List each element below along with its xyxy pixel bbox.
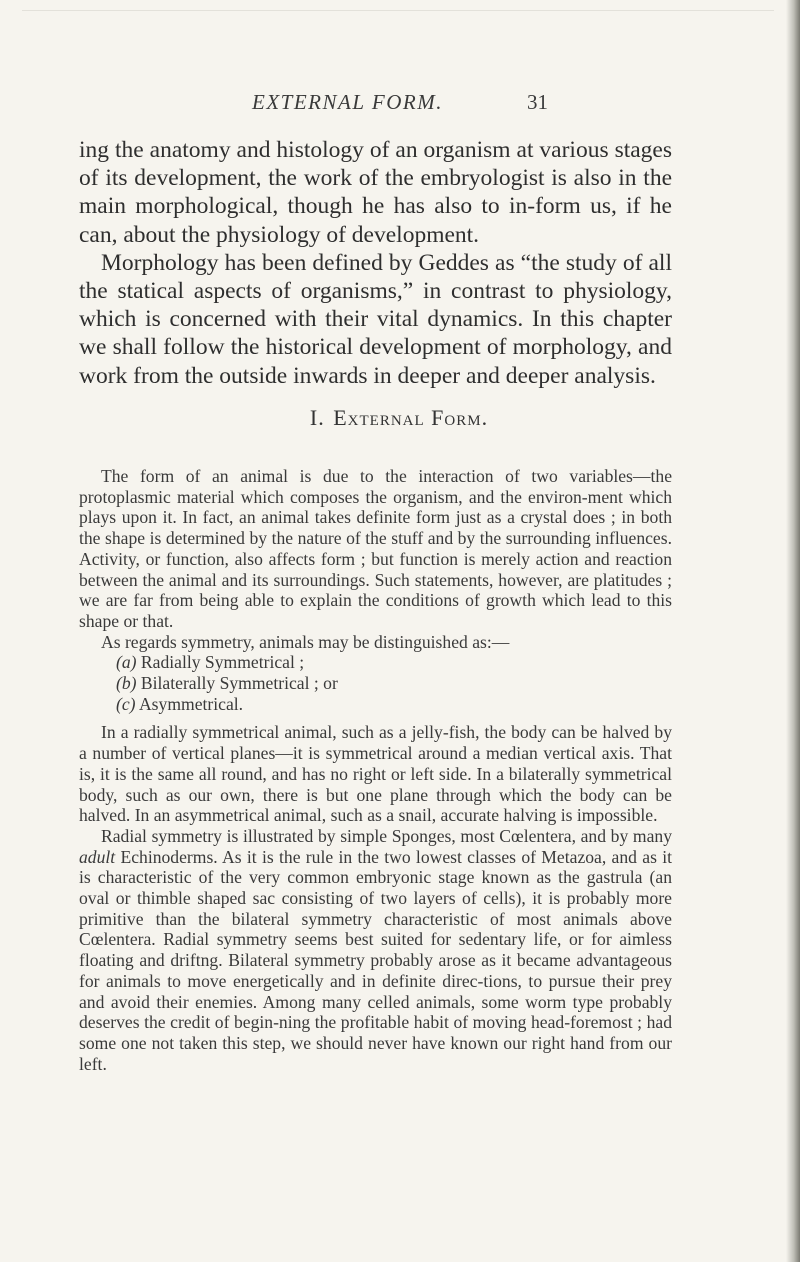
binding-shadow xyxy=(786,0,800,1262)
list-text: Radially Symmetrical ; xyxy=(140,652,305,673)
body-paragraph: As regards symmetry, animals may be distinguished as:— xyxy=(101,631,510,652)
section-number: I. xyxy=(309,405,325,430)
list-item xyxy=(79,694,672,715)
list-marker: (c) xyxy=(116,693,136,714)
list-item xyxy=(79,652,672,673)
paragraph-text: Radial symmetry is illustrated by simple Sponges, most Cœlentera, and by many xyxy=(101,825,672,846)
running-title: EXTERNAL FORM. xyxy=(252,90,443,114)
list-text: Asymmetrical. xyxy=(138,693,244,714)
page-number: 31 xyxy=(527,90,548,114)
body-paragraph: In a radially symmetrical animal, such as a jelly-fish, the body can be halved by a number of vertical planes—it is symmetrical around a median vertical axis. That is, it is the same all round, and has no right or left side. In a bilaterally symmetrical body, such as our own, there is but one plane through which the body can be halved. In an asymmetrical animal, such as a snail, accurate halving is impossible. xyxy=(79,722,672,826)
list-marker: (b) xyxy=(116,673,137,694)
intro-text xyxy=(79,136,672,390)
section-heading xyxy=(0,405,800,431)
list-text: Bilaterally Symmetrical ; or xyxy=(140,673,338,694)
page-edge-line xyxy=(22,10,774,11)
list-item xyxy=(79,673,672,694)
list-marker: (a) xyxy=(116,652,137,673)
section-title: External Form. xyxy=(333,405,489,430)
body-paragraph xyxy=(79,826,672,1074)
body-text xyxy=(79,466,672,1074)
symmetry-list xyxy=(79,652,672,714)
intro-paragraph: ing the anatomy and histology of an organism at various stages of its development, the work of the embryologist is also in the main morphological, though he has also to in-form us, if he can, about the physiology of development. xyxy=(79,137,672,248)
running-head xyxy=(0,90,800,120)
intro-paragraph: Morphology has been defined by Geddes as “the study of all the statical aspects of organisms,” in contrast to physiology, which is concerned with their vital dynamics. In this chapter we shall follow the historical development of morphology, and work from the outside inwards in deeper and deeper analysis. xyxy=(79,249,672,389)
emphasis-text: adult xyxy=(79,846,116,867)
body-paragraph: The form of an animal is due to the interaction of two variables—the protoplasmic material which composes the organism, and the environ-ment which plays upon it. In fact, an animal takes definite form just as a crystal does ; in both the shape is determined by the nature of the stuff and by the surrounding influences. Activity, or function, also affects form ; but function is merely action and reaction between the animal and its surroundings. Such statements, however, are platitudes ; we are far from being able to explain the conditions of growth which lead to this shape or that. xyxy=(79,466,672,631)
paragraph-text: Echinoderms. As it is the rule in the two lowest classes of Metazoa, and as it is characteristic of the very common embryonic stage known as the gastrula (an oval or thimble shaped sac consisting of two layers of cells), it is probably more primitive than the bilateral symmetry characteristic of most animals above Cœlentera. Radial symmetry seems best suited for sedentary life, or for aimless floating and driftng. Bilateral symmetry probably arose as it became advantageous for animals to move energetically and in definite direc-tions, to pursue their prey and avoid their enemies. Among many celled animals, some worm type probably deserves the credit of begin-ning the profitable habit of moving head-foremost ; had some one not taken this step, we should never have known our right hand from our left. xyxy=(79,846,672,1074)
